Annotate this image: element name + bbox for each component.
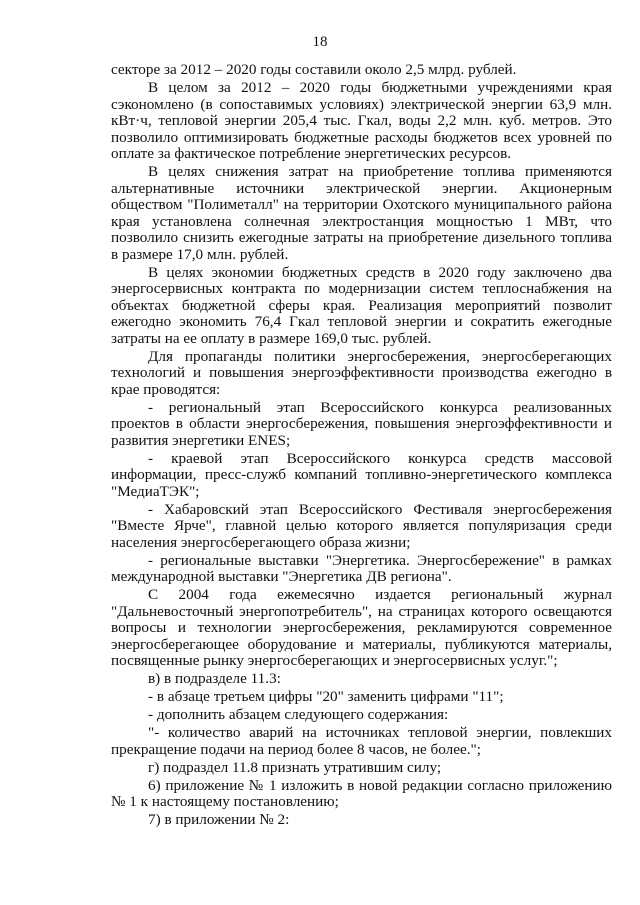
list-item: - дополнить абзацем следующего содержания: — [148, 706, 449, 723]
paragraph: В целом за 2012 – 2020 годы бюджетными учреждениями края сэкономлено (в сопоставимых условиях) электрической энергии 63,9 млн. кВт·ч, тепловой энергии 205,4 тыс. Гкал, воды 2,2 млн. куб. метров. Это позволило оптимизировать бюджетные расходы бюджетов всех уровней по оплате за фактическое потребление энергетических ресурсов. — [111, 79, 612, 162]
paragraph: г) подраздел 11.8 признать утратившим силу; — [148, 758, 442, 776]
paragraph: В целях экономии бюджетных средств в 2020 году заключено два энергосервисных контракта по модернизации систем теплоснабжения на объектах бюджетной сферы края. Реализация мероприятий позволит ежегодно экономить 76,4 Гкал тепловой энергии и сократить ежегодные затраты на ее оплату в размере 169,0 тыс. рублей. — [111, 263, 612, 347]
page-number: 18 — [312, 34, 328, 50]
list-item: - Хабаровский этап Всероссийского Фестиваля энергосбережения "Вместе Ярче", главной целью которого является популяризация среди населения энергосберегающего образа жизни; — [111, 500, 612, 551]
paragraph: "- количество аварий на источниках тепловой энергии, повлекших прекращение подачи на период более 8 часов, не более."; — [111, 724, 612, 758]
paragraph: Для пропаганды политики энергосбережения, энергосберегающих технологий и повышения энергоэффективности производства ежегодно в крае проводятся: — [111, 347, 612, 398]
list-item: - в абзаце третьем цифры "20" заменить цифрами "11"; — [148, 688, 504, 705]
paragraph: секторе за 2012 – 2020 годы составили около 2,5 млрд. рублей. — [111, 61, 517, 78]
list-item: - региональные выставки "Энергетика. Энергосбережение" в рамках международной выставки "Энергетика ДВ региона". — [111, 551, 612, 585]
paragraph: 7) в приложении № 2: — [148, 811, 290, 828]
paragraph: 6) приложение № 1 изложить в новой редакции согласно приложению № 1 к настоящему постановлению; — [111, 776, 612, 810]
list-item: - региональный этап Всероссийского конкурса реализованных проектов в области энергосбережения, повышения энергоэффективности и развития энергетики ENES; — [111, 398, 612, 449]
document-body — [111, 62, 612, 830]
list-item: - краевой этап Всероссийского конкурса средств массовой информации, пресс-служб компаний топливно-энергетического комплекса "МедиаТЭК"; — [111, 449, 612, 500]
paragraph: в) в подразделе 11.3: — [148, 670, 281, 687]
paragraph: В целях снижения затрат на приобретение топлива применяются альтернативные источники электрической энергии. Акционерным обществом "Полиметалл" на территории Охотского муниципального района края установлена солнечная электростанция мощностью 1 МВт, что позволило снизить ежегодные затраты на приобретение дизельного топлива в размере 17,0 млн. рублей. — [111, 163, 612, 263]
paragraph: С 2004 года ежемесячно издается региональный журнал "Дальневосточный энергопотребитель", на страницах которого освещаются вопросы и технологии энергосбережения, рекламируются современное энергосберегающее оборудование и материалы, публикуются материалы, посвященные рынку энергосберегающих и энергосервисных услуг."; — [111, 586, 612, 669]
